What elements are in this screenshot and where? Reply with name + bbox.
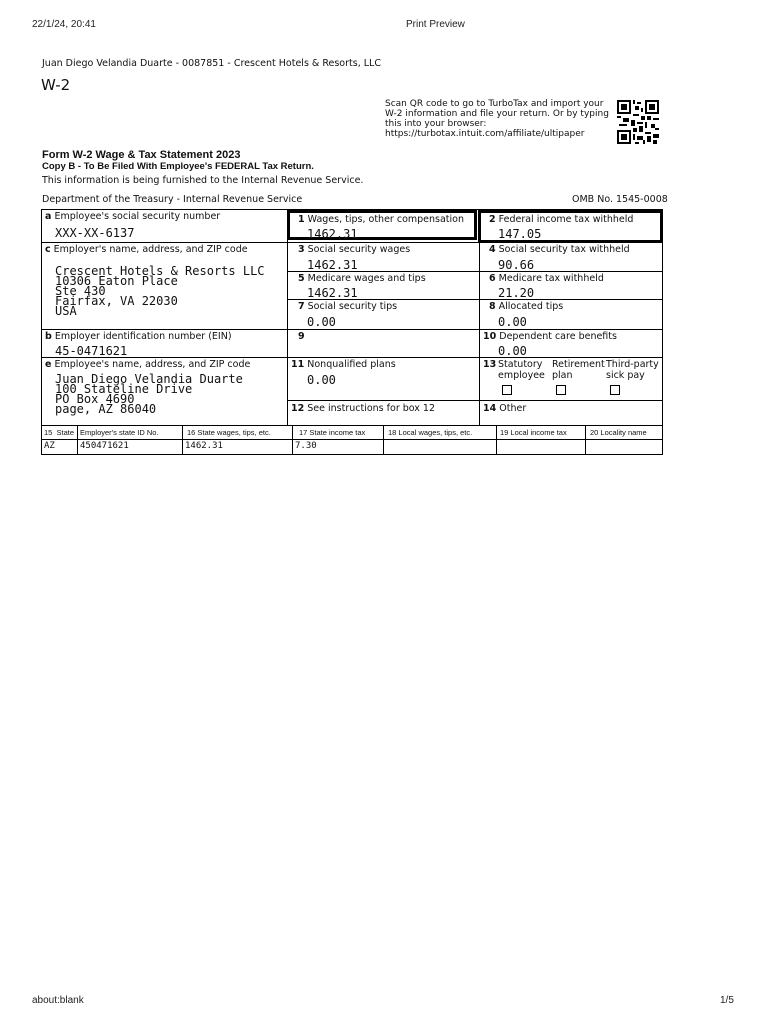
box-13-label: 13 xyxy=(483,359,497,370)
retirement-plan-label: Retirement plan xyxy=(552,359,605,381)
print-title: Print Preview xyxy=(406,19,465,30)
locality-name-header: 20 Locality name xyxy=(590,428,647,437)
state-tax-value: 7.30 xyxy=(295,441,317,451)
state-id-value: 450471621 xyxy=(80,441,129,451)
box-4-value: 90.66 xyxy=(498,258,535,272)
department-line: Department of the Treasury - Internal Revenue Service xyxy=(42,194,303,205)
box-5-value: 1462.31 xyxy=(307,286,358,300)
print-datetime: 22/1/24, 20:41 xyxy=(32,19,96,30)
local-wages-header: 18 Local wages, tips, etc. xyxy=(388,428,473,437)
third-party-sick-pay-label: Third-party sick pay xyxy=(606,359,659,381)
state-wages-header: 16 State wages, tips, etc. xyxy=(187,428,271,437)
qr-code-icon[interactable] xyxy=(617,100,659,144)
box-6-label: 6 Medicare tax withheld xyxy=(489,273,604,284)
employee-ssn: XXX-XX-6137 xyxy=(55,226,135,240)
state-wages-value: 1462.31 xyxy=(185,441,223,451)
box-b-label: b Employer identification number (EIN) xyxy=(45,331,232,342)
box-3-label: 3 Social security wages xyxy=(298,244,411,255)
furnished-note: This information is being furnished to the Internal Revenue Service. xyxy=(42,175,364,186)
box-8-label: 8 Allocated tips xyxy=(489,301,564,312)
box-e-label: e Employee's name, address, and ZIP code xyxy=(45,359,251,370)
box-5-label: 5 Medicare wages and tips xyxy=(298,273,426,284)
retirement-plan-checkbox[interactable] xyxy=(556,385,566,395)
box-12-label: 12 See instructions for box 12 xyxy=(291,403,436,414)
print-url: about:blank xyxy=(32,995,84,1006)
local-tax-header: 19 Local income tax xyxy=(500,428,567,437)
omb-number: OMB No. 1545-0008 xyxy=(572,194,668,205)
box-1-value: 1462.31 xyxy=(307,227,358,241)
print-page-number: 1/5 xyxy=(720,995,734,1006)
box-a-label: a Employee's social security number xyxy=(45,211,221,222)
box-8-value: 0.00 xyxy=(498,315,527,329)
state-header-15: 15 State xyxy=(44,428,75,437)
third-party-sick-pay-checkbox[interactable] xyxy=(610,385,620,395)
statutory-employee-checkbox[interactable] xyxy=(502,385,512,395)
doc-heading: W-2 xyxy=(41,76,71,94)
box-11-value: 0.00 xyxy=(307,373,336,387)
box-4-label: 4 Social security tax withheld xyxy=(489,244,630,255)
box-2-value: 147.05 xyxy=(498,227,542,241)
employee-address: Juan Diego Velandia Duarte 100 Stateline Drive PO Box 4690 page, AZ 86040 xyxy=(55,372,243,416)
box-7-value: 0.00 xyxy=(307,315,336,329)
box-10-value: 0.00 xyxy=(498,344,527,358)
qr-instructions: Scan QR code to go to TurboTax and import your W-2 information and file your return. Or by typing this into your browser: https://turbotax.intuit.com/affiliate/ultipaper xyxy=(385,99,609,139)
state-value: AZ xyxy=(44,441,55,451)
box-9-label: 9 xyxy=(298,331,305,342)
box-6-value: 21.20 xyxy=(498,286,535,300)
employer-address: Crescent Hotels & Resorts LLC 10306 Eaton Place Ste 430 Fairfax, VA 22030 USA xyxy=(55,264,265,318)
copy-line: Copy B - To Be Filed With Employee's FEDERAL Tax Return. xyxy=(42,161,314,172)
box-14-label: 14 Other xyxy=(483,403,527,414)
box-11-label: 11 Nonqualified plans xyxy=(291,359,396,370)
state-id-header: Employer's state ID No. xyxy=(80,428,159,437)
statutory-employee-label: Statutory employee xyxy=(498,359,545,381)
box-7-label: 7 Social security tips xyxy=(298,301,398,312)
employer-ein: 45-0471621 xyxy=(55,344,128,358)
box-1-label: 1 Wages, tips, other compensation xyxy=(298,214,464,225)
box-10-label: 10 Dependent care benefits xyxy=(483,331,617,342)
form-title: Form W-2 Wage & Tax Statement 2023 xyxy=(42,149,241,161)
box-3-value: 1462.31 xyxy=(307,258,358,272)
doc-subtitle: Juan Diego Velandia Duarte - 0087851 - Crescent Hotels & Resorts, LLC xyxy=(42,58,381,69)
box-2-label: 2 Federal income tax withheld xyxy=(489,214,634,225)
state-tax-header: 17 State income tax xyxy=(299,428,366,437)
box-c-label: c Employer's name, address, and ZIP code xyxy=(45,244,248,255)
